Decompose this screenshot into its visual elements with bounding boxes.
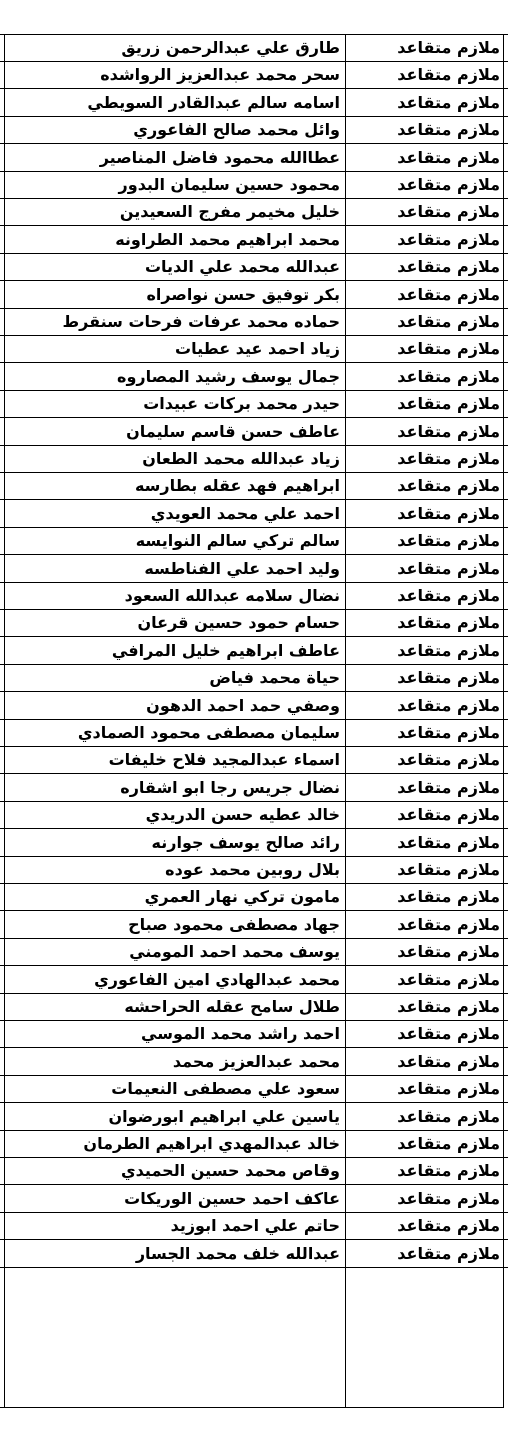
rank-cell: ملازم متقاعد <box>397 175 500 194</box>
name-cell: اسماء عبدالمجيد فلاح خليفات <box>108 750 340 770</box>
name-cell: ابراهيم فهد عقله بطارسه <box>134 476 340 496</box>
name-cell: طلال سامح عقله الحراحشه <box>124 997 340 1016</box>
table-row <box>0 939 508 966</box>
table-row <box>0 199 508 226</box>
table-row <box>0 610 508 637</box>
name-cell: محمد عبدالعزيز محمد <box>172 1051 340 1071</box>
name-cell: وصفي حمد احمد الدهون <box>146 695 340 715</box>
table-row <box>0 1021 508 1048</box>
table-row <box>0 364 508 391</box>
name-cell: طارق علي عبدالرحمن زريق <box>121 38 340 57</box>
name-cell: اسامه سالم عبدالقادر السويطي <box>87 92 340 112</box>
rank-cell: ملازم متقاعد <box>397 723 500 742</box>
table-row <box>0 967 508 994</box>
name-cell: محمود حسين سليمان البدور <box>118 175 340 194</box>
rank-cell: ملازم متقاعد <box>397 1188 500 1208</box>
rank-cell: ملازم متقاعد <box>397 65 500 85</box>
rank-cell: ملازم متقاعد <box>397 1079 500 1099</box>
table-row <box>0 309 508 336</box>
name-cell: محمد ابراهيم محمد الطراونه <box>115 229 340 249</box>
rank-cell: ملازم متقاعد <box>397 503 500 523</box>
table-row <box>0 912 508 939</box>
table-row <box>0 1241 508 1268</box>
table-row <box>0 857 508 884</box>
table-row <box>0 172 508 199</box>
rank-cell: ملازم متقاعد <box>397 805 500 825</box>
rank-cell: ملازم متقاعد <box>397 339 500 359</box>
table-row <box>0 446 508 473</box>
name-cell: حيدر محمد بركات عبيدات <box>143 394 340 414</box>
table-row <box>0 282 508 309</box>
name-cell: محمد عبدالهادي امين الفاعوري <box>94 969 340 989</box>
name-cell: خليل مخيمر مفرج السعيدين <box>119 202 340 222</box>
table-row <box>0 693 508 720</box>
name-cell: نضال سلامه عبدالله السعود <box>124 586 340 605</box>
table-row <box>0 638 508 665</box>
name-cell: عاطف حسن قاسم سليمان <box>126 421 340 441</box>
name-cell: جمال يوسف رشيد المصاروه <box>117 366 340 386</box>
rank-cell: ملازم متقاعد <box>397 366 500 386</box>
name-cell: حماده محمد عرفات فرحات سنقرط <box>62 312 340 331</box>
rank-cell: ملازم متقاعد <box>397 1024 500 1044</box>
table-row <box>0 1049 508 1076</box>
rank-cell: ملازم متقاعد <box>397 586 500 605</box>
table-row <box>0 117 508 144</box>
name-cell: خالد عطيه حسن الدريدي <box>145 805 340 825</box>
rank-cell: ملازم متقاعد <box>397 1051 500 1071</box>
table-row <box>0 1158 508 1185</box>
name-cell: زياد احمد عيد عطيات <box>175 339 340 359</box>
name-cell: سليمان مصطفى محمود الصمادي <box>77 723 340 742</box>
name-cell: حسام حمود حسين قرعان <box>137 613 340 633</box>
table-row <box>0 336 508 363</box>
table-row <box>0 145 508 172</box>
rank-cell: ملازم متقاعد <box>397 257 500 277</box>
table-row <box>0 994 508 1021</box>
name-cell: سالم تركي سالم النوايسه <box>135 531 340 551</box>
rank-cell: ملازم متقاعد <box>397 284 500 304</box>
table-row <box>0 62 508 89</box>
rank-cell: ملازم متقاعد <box>397 997 500 1016</box>
table-row <box>0 35 508 62</box>
table-row <box>0 473 508 500</box>
rank-cell: ملازم متقاعد <box>397 613 500 633</box>
rank-cell: ملازم متقاعد <box>397 92 500 112</box>
rank-cell: ملازم متقاعد <box>397 1243 500 1263</box>
name-cell: زياد عبدالله محمد الطعان <box>142 449 340 468</box>
name-cell: مامون تركي نهار العمري <box>144 887 340 907</box>
name-cell: ياسين علي ابراهيم ابورضوان <box>108 1106 340 1126</box>
rank-cell: ملازم متقاعد <box>397 1106 500 1126</box>
rank-cell: ملازم متقاعد <box>397 860 500 879</box>
rank-cell: ملازم متقاعد <box>397 531 500 551</box>
rank-cell: ملازم متقاعد <box>397 147 500 167</box>
name-cell: احمد علي محمد العويدي <box>150 503 340 523</box>
name-cell: رائد صالح يوسف جوارنه <box>151 832 340 852</box>
table-row <box>0 1186 508 1213</box>
rank-cell: ملازم متقاعد <box>397 421 500 441</box>
name-cell: عبدالله خلف محمد الجسار <box>135 1243 340 1263</box>
table-row <box>0 528 508 555</box>
table-row <box>0 665 508 692</box>
rank-cell: ملازم متقاعد <box>397 312 500 331</box>
rank-cell: ملازم متقاعد <box>397 229 500 249</box>
rank-cell: ملازم متقاعد <box>397 777 500 797</box>
name-cell: سحر محمد عبدالعزيز الرواشده <box>100 65 340 85</box>
table-row <box>0 884 508 911</box>
rank-cell: ملازم متقاعد <box>397 1161 500 1181</box>
name-cell: عبدالله محمد علي الديات <box>144 257 340 277</box>
rank-cell: ملازم متقاعد <box>397 476 500 496</box>
rank-cell: ملازم متقاعد <box>397 449 500 468</box>
name-cell: حاتم علي احمد ابوزيد <box>170 1216 340 1236</box>
table-row <box>0 1213 508 1240</box>
rank-cell: ملازم متقاعد <box>397 558 500 578</box>
table-row <box>0 501 508 528</box>
table-row <box>0 391 508 418</box>
name-cell: وليد احمد علي الفناطسه <box>144 558 340 578</box>
name-cell: بلال روبين محمد عوده <box>165 860 340 879</box>
table-row <box>0 556 508 583</box>
name-cell: حياة محمد فياض <box>209 668 340 688</box>
table-row <box>0 419 508 446</box>
table-row <box>0 583 508 610</box>
rank-cell: ملازم متقاعد <box>397 914 500 934</box>
rank-cell: ملازم متقاعد <box>397 1216 500 1236</box>
rank-cell: ملازم متقاعد <box>397 750 500 770</box>
name-cell: بكر توفيق حسن نواصراه <box>146 284 340 304</box>
table-row <box>0 1131 508 1158</box>
name-cell: يوسف محمد احمد المومني <box>129 942 340 962</box>
rank-cell: ملازم متقاعد <box>397 942 500 962</box>
name-cell: وقاص محمد حسين الحميدي <box>121 1161 340 1181</box>
name-cell: عاطف ابراهيم خليل المرافي <box>111 640 340 660</box>
name-cell: سعود علي مصطفى النعيمات <box>111 1079 340 1099</box>
name-cell: جهاد مصطفى محمود صباح <box>128 914 340 934</box>
rank-cell: ملازم متقاعد <box>397 695 500 715</box>
table-row <box>0 830 508 857</box>
table-row <box>0 90 508 117</box>
rank-cell: ملازم متقاعد <box>397 38 500 57</box>
table-row <box>0 1076 508 1103</box>
rank-cell: ملازم متقاعد <box>397 120 500 140</box>
table-row <box>0 1104 508 1131</box>
rank-cell: ملازم متقاعد <box>397 668 500 688</box>
rank-cell: ملازم متقاعد <box>397 832 500 852</box>
name-cell: نضال جريس رجا ابو اشقاره <box>120 777 340 797</box>
name-cell: عاكف احمد حسين الوريكات <box>124 1188 340 1208</box>
table-row <box>0 747 508 774</box>
name-cell: وائل محمد صالح الفاعوري <box>133 120 340 140</box>
rank-cell: ملازم متقاعد <box>397 887 500 907</box>
rank-cell: ملازم متقاعد <box>397 394 500 414</box>
rank-cell: ملازم متقاعد <box>397 969 500 989</box>
name-cell: احمد راشد محمد الموسي <box>141 1024 340 1044</box>
rank-cell: ملازم متقاعد <box>397 640 500 660</box>
rank-cell: ملازم متقاعد <box>397 202 500 222</box>
name-cell: عطاالله محمود فاضل المناصير <box>99 147 340 167</box>
table-bottom-border <box>0 1407 503 1408</box>
table-row <box>0 254 508 281</box>
rank-cell: ملازم متقاعد <box>397 1134 500 1153</box>
name-cell: خالد عبدالمهدي ابراهيم الطرمان <box>83 1134 340 1153</box>
table-row <box>0 802 508 829</box>
table-row <box>0 720 508 747</box>
table-row <box>0 227 508 254</box>
table-row <box>0 775 508 802</box>
